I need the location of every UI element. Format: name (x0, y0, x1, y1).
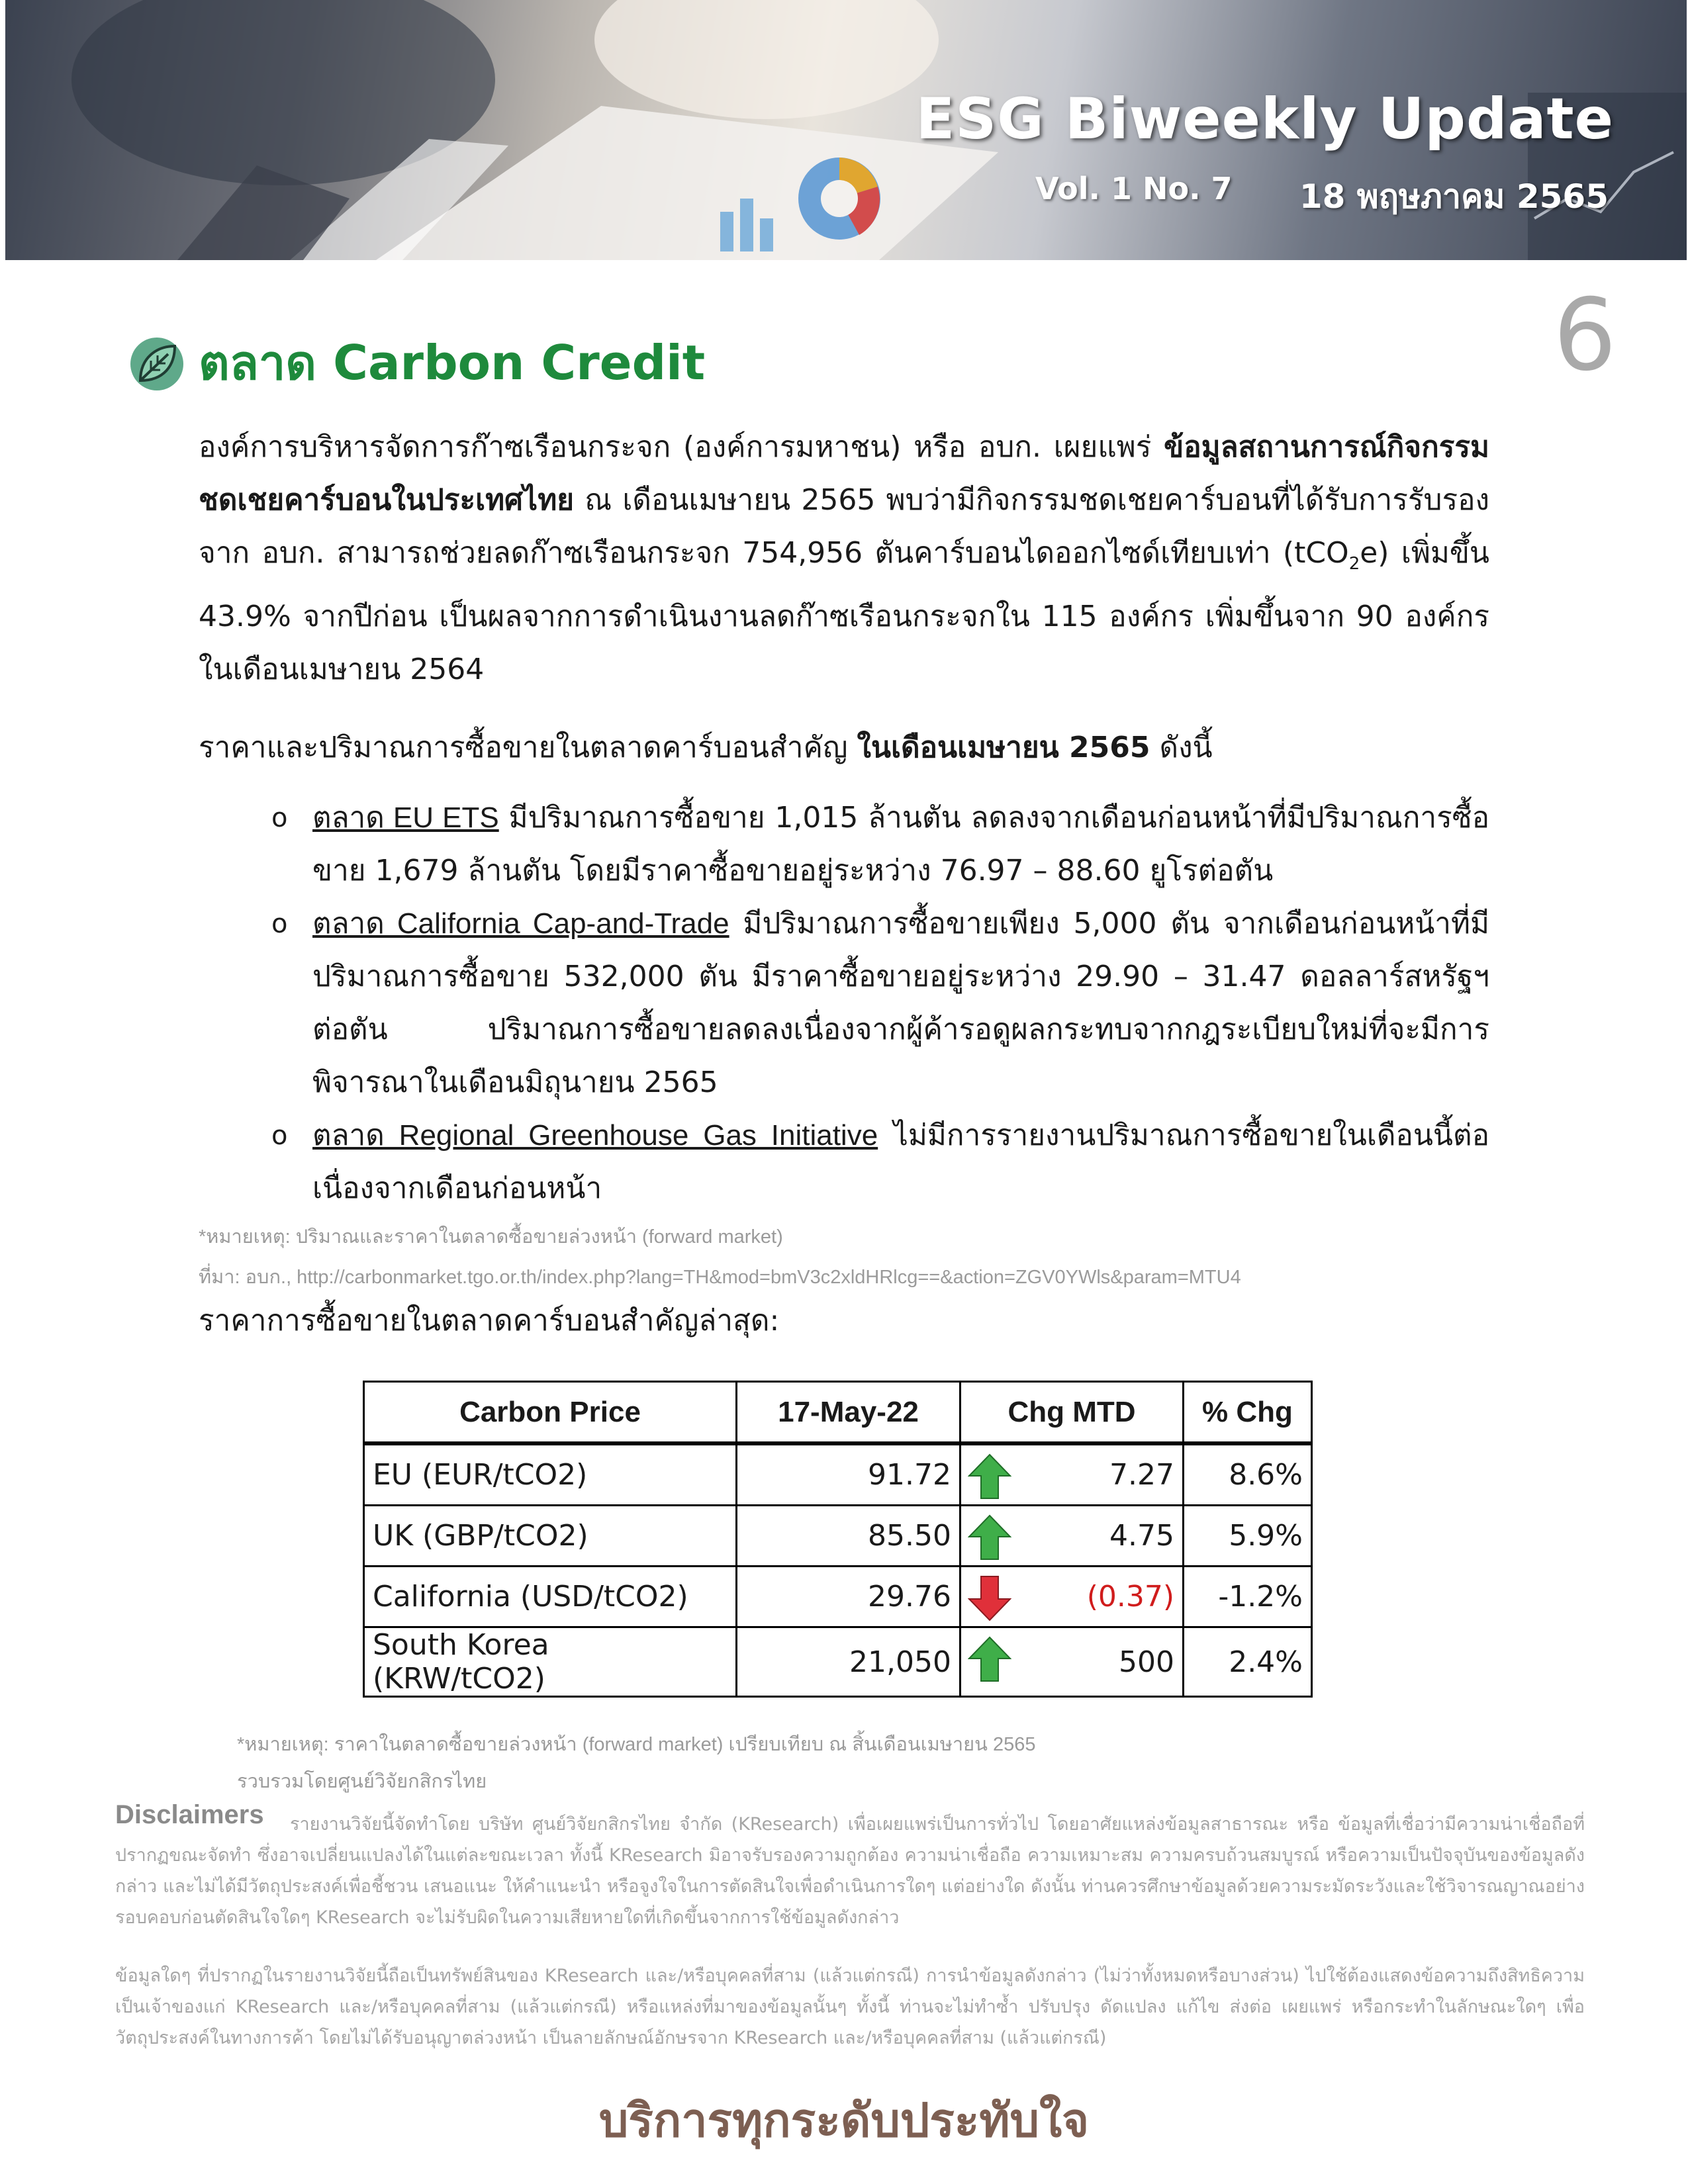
issue-date: 18 พฤษภาคม 2565 (1299, 177, 1609, 216)
intro-text: องค์การบริหารจัดการก๊าซเรือนกระจก (องค์การมหาชน) หรือ อบก. เผยแพร่ (199, 430, 1164, 464)
chg-cell (961, 1627, 1184, 1697)
disclaimer-label: Disclaimers (115, 1800, 264, 1829)
bullet-icon: o (271, 909, 288, 939)
table-row (364, 1506, 1312, 1567)
market-cell: EU (EUR/tCO2) (364, 1443, 737, 1506)
header-banner (5, 0, 1687, 260)
disclaimer-paragraph: ข้อมูลใดๆ ที่ปรากฏในรายงานวิจัยนี้ถือเป็นทรัพย์สินของ KResearch และ/หรือบุคคลที่สาม (แล้วแต่กรณี) การนำข้อมูลดังกล่าว (ไม่ว่าทั้งหมดหรือบางส่วน) ไปใช้ต้องแสดงข้อความถึงสิทธิความเป็นเจ้าของแก่ KResearch และ/หรือบุคคลที่สาม (แล้วแต่กรณี) หรือแหล่งที่มาของข้อมูลนั้นๆ ทั้งนี้ ท่านจะไม่ทำซ้ำ ปรับปรุง ดัดแปลง แก้ไข ส่งต่อ เผยแพร่ หรือกระทำในลักษณะใดๆ เพื่อวัตถุประสงค์ในทางการค้า โดยไม่ได้รับอนุญาตล่วงหน้า เป็นลายลักษณ์อักษรจาก KResearch และ/หรือบุคคลที่สาม (แล้วแต่กรณี) (115, 1966, 1585, 2048)
source-link[interactable]: ที่มา: อบก., http://carbonmarket.tgo.or.th/index.php?lang=TH&mod=bmV3c2xldHRlcg==&action=ZGV0YWls&param=MTU4 (199, 1267, 1241, 1288)
market-description: มีปริมาณการซื้อขาย 1,015 ล้านตัน ลดลงจากเดือนก่อนหน้าที่มีปริมาณการซื้อขาย 1,679 ล้านตัน โดยมีราคาซื้อขายอยู่ระหว่าง 76.97 – 88.60 ยูโรต่อตัน (312, 801, 1489, 887)
intro-paragraph (199, 421, 1489, 696)
pct-cell: 8.6% (1184, 1443, 1312, 1506)
list-item (271, 1109, 1489, 1215)
page-number: 6 (1553, 278, 1617, 393)
intro-highlight: ข้อมูลสถานการณ์กิจกรรมชดเชยคาร์บอนในประเทศไทย (199, 430, 1489, 517)
chg-value: 500 (1119, 1645, 1174, 1679)
disclaimer-paragraph: รายงานวิจัยนี้จัดทำโดย บริษัท ศูนย์วิจัยกสิกรไทย จำกัด (KResearch) เพื่อเผยแพร่เป็นการทั่วไป โดยอาศัยแหล่งข้อมูลสาธารณะ หรือ ข้อมูลที่เชื่อว่ามีความน่าเชื่อถือที่ปรากฏขณะจัดทำ ซึ่งอาจเปลี่ยนแปลงได้ในแต่ละขณะเวลา ทั้งนี้ KResearch มิอาจรับรองความถูกต้อง ความน่าเชื่อถือ ความเหมาะสม ความครบถ้วนสมบูรณ์ หรือความเป็นปัจจุบันของข้อมูลดังกล่าว และไม่ได้มีวัตถุประสงค์เพื่อชี้ชวน เสนอแนะ ให้คำแนะนำ หรือจูงใจในการตัดสินใจเพื่อดำเนินการใดๆ แต่อย่างใด ดังนั้น ท่านควรศึกษาข้อมูลด้วยความระมัดระวังและใช้วิจารณญาณอย่างรอบคอบก่อนตัดสินใจใดๆ KResearch จะไม่รับผิดในความเสียหายใดที่เกิดขึ้นจากการใช้ข้อมูลดังกล่าว (115, 1814, 1585, 1928)
markets-intro-text: ดังนี้ (1150, 731, 1213, 764)
market-cell: South Korea (KRW/tCO2) (364, 1627, 737, 1697)
table-header-row (364, 1382, 1312, 1444)
list-item (271, 792, 1489, 897)
price-cell: 85.50 (737, 1506, 961, 1567)
up-arrow-icon (968, 1636, 1011, 1682)
latest-prices-heading: ราคาการซื้อขายในตลาดคาร์บอนสำคัญล่าสุด: (199, 1304, 780, 1338)
leaf-icon (127, 334, 187, 394)
chg-cell (961, 1506, 1184, 1567)
market-description: มีปริมาณการซื้อขายเพียง 5,000 ตัน จากเดือนก่อนหน้าที่มีปริมาณการซื้อขาย 532,000 ตัน มีราคาซื้อขายอยู่ระหว่าง 29.90 – 31.47 ดอลลาร์สหรัฐฯ ต่อตัน ปริมาณการซื้อขายลดลงเนื่องจากผู้ค้ารอดูผลกระทบจากกฎระเบียบใหม่ที่จะมีการพิจารณาในเดือนมิถุนายน 2565 (312, 907, 1490, 1099)
table-note: *หมายเหตุ: ราคาในตลาดซื้อขายล่วงหน้า (forward market) เปรียบเทียบ ณ สิ้นเดือนเมษายน 2565 (237, 1734, 1036, 1755)
pct-cell: 2.4% (1184, 1627, 1312, 1697)
price-cell: 21,050 (737, 1627, 961, 1697)
intro-text: e) เพิ่มขึ้น 43.9% จากปีก่อน เป็นผลจากการดำเนินงานลดก๊าซเรือนกระจกใน 115 องค์กร เพิ่มขึ้นจาก 90 องค์กรในเดือนเมษายน 2564 (199, 536, 1489, 686)
down-arrow-icon (968, 1575, 1011, 1621)
intro-text: ณ เดือนเมษายน 2565 พบว่ามีกิจกรรมชดเชยคาร์บอนที่ได้รับการรับรองจาก อบก. สามารถช่วยลดก๊าซเรือนกระจก 754,956 ตันคาร์บอนไดออกไซด์เทียบเท่า (tCO (199, 483, 1489, 570)
market-name: ตลาด Regional Greenhouse Gas Initiative (312, 1119, 878, 1152)
newsletter-title: ESG Biweekly Update (915, 86, 1614, 152)
bullet-icon: o (271, 803, 288, 833)
co2-subscript: 2 (1348, 553, 1360, 574)
footer-slogan: บริการทุกระดับประทับใจ (598, 2093, 1090, 2148)
markets-intro-highlight: ในเดือนเมษายน 2565 (857, 731, 1150, 764)
pct-cell: -1.2% (1184, 1567, 1312, 1627)
markets-intro (199, 721, 1489, 774)
bullet-icon: o (271, 1120, 288, 1151)
pct-cell: 5.9% (1184, 1506, 1312, 1567)
market-name: ตลาด California Cap-and-Trade (312, 907, 729, 940)
volume-number: Vol. 1 No. 7 (1035, 171, 1233, 206)
market-cell: California (USD/tCO2) (364, 1567, 737, 1627)
up-arrow-icon (968, 1453, 1011, 1500)
table-row (364, 1443, 1312, 1506)
price-cell: 29.76 (737, 1567, 961, 1627)
col-header-chg: Chg MTD (961, 1382, 1184, 1444)
chg-value: (0.37) (1086, 1580, 1174, 1614)
col-header-price: 17-May-22 (737, 1382, 961, 1444)
section-title: ตลาด Carbon Credit (199, 335, 706, 390)
list-item (271, 897, 1489, 1109)
col-header-pct: % Chg (1184, 1382, 1312, 1444)
markets-intro-text: ราคาและปริมาณการซื้อขายในตลาดคาร์บอนสำคัญ (199, 731, 857, 764)
market-name: ตลาด EU ETS (312, 801, 499, 834)
chg-value: 4.75 (1109, 1519, 1174, 1553)
compiled-by: รวบรวมโดยศูนย์วิจัยกสิกรไทย (237, 1771, 487, 1792)
market-list (271, 792, 1489, 1215)
market-description: ไม่มีการรายงานปริมาณการซื้อขายในเดือนนี้ต่อเนื่องจากเดือนก่อนหน้า (312, 1118, 1489, 1205)
chg-cell (961, 1567, 1184, 1627)
chg-cell (961, 1443, 1184, 1506)
market-note: *หมายเหตุ: ปริมาณและราคาในตลาดซื้อขายล่วงหน้า (forward market) (199, 1226, 783, 1248)
table-row (364, 1567, 1312, 1627)
market-cell: UK (GBP/tCO2) (364, 1506, 737, 1567)
table-row (364, 1627, 1312, 1697)
carbon-price-table (363, 1381, 1313, 1698)
up-arrow-icon (968, 1514, 1011, 1561)
price-cell: 91.72 (737, 1443, 961, 1506)
chg-value: 7.27 (1109, 1458, 1174, 1492)
col-header-market: Carbon Price (364, 1382, 737, 1444)
